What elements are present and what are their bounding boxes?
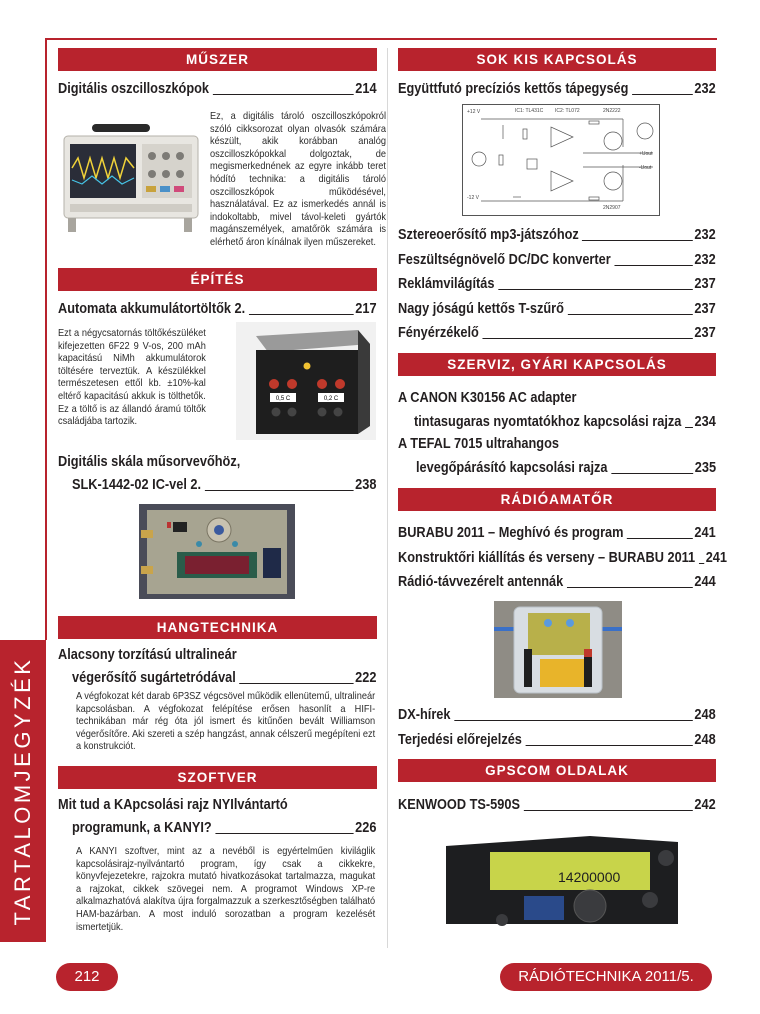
- toc-entry[interactable]: [398, 322, 716, 342]
- toc-entry-title: Együttfutó precíziós kettős tápegység: [398, 81, 629, 97]
- toc-entry-page: 242: [694, 797, 716, 813]
- leader-line: [611, 473, 693, 474]
- toc-entry[interactable]: [58, 298, 377, 318]
- leader-line: [454, 720, 693, 721]
- leader-line: [632, 94, 693, 95]
- schematic-ic2: IC2: TL072: [555, 108, 580, 114]
- toc-entry-title-cont: tintasugaras nyomtatókhoz kapcsolási rajza: [414, 414, 682, 430]
- leader-line: [213, 94, 354, 95]
- toc-entry-title[interactable]: A TEFAL 7015 ultrahangos: [398, 436, 559, 452]
- toc-entry[interactable]: [398, 249, 716, 269]
- schematic-uout-plus: +Uout: [639, 151, 653, 157]
- leader-line: [627, 538, 693, 539]
- schematic-uout-minus: -Uout: [639, 165, 652, 171]
- schematic-vminus: -12 V: [467, 195, 479, 201]
- section-banner-radioamator: RÁDIÓAMATŐR: [398, 488, 716, 511]
- toc-entry-title[interactable]: Digitális skála műsorvevőhöz,: [58, 454, 241, 470]
- section-banner-hangtechnika: HANGTECHNIKA: [58, 616, 377, 639]
- toc-entry[interactable]: [398, 273, 716, 293]
- sidebar-label: TARTALOMJEGYZÉK: [10, 656, 35, 926]
- toc-entry-page: 232: [694, 227, 716, 243]
- charger-label-02c: 0,2 C: [323, 396, 339, 402]
- toc-entry-title: Fényérzékelő: [398, 325, 479, 341]
- toc-entry-title: DX-hírek: [398, 707, 451, 723]
- toc-entry[interactable]: [398, 794, 716, 814]
- toc-entry-page: 217: [355, 301, 377, 317]
- leader-line: [249, 314, 354, 315]
- toc-entry-title: Digitális oszcilloszkópok: [58, 81, 210, 97]
- schematic-t2: 2N2907: [603, 205, 621, 211]
- toc-entry-title: Terjedési előrejelzés: [398, 732, 522, 748]
- leader-line: [239, 683, 353, 684]
- toc-entry-page: 222: [355, 670, 377, 686]
- toc-entry-page: 248: [694, 707, 716, 723]
- toc-entry[interactable]: [72, 817, 376, 837]
- leader-line: [523, 810, 692, 811]
- toc-entry[interactable]: [398, 704, 716, 724]
- toc-entry-page: 237: [694, 301, 716, 317]
- section-banner-muszer: MŰSZER: [58, 48, 377, 71]
- toc-entry-title-cont: SLK-1442-02 IC-vel 2.: [72, 477, 202, 493]
- schematic-vplus: +12 V: [467, 109, 481, 115]
- toc-entry-title: Konstruktőri kiállítás és verseny – BURABU 2011: [398, 550, 696, 566]
- leader-line: [482, 338, 692, 339]
- column-divider: [387, 48, 388, 948]
- toc-entry[interactable]: [72, 667, 376, 687]
- toc-entry[interactable]: [414, 411, 716, 431]
- toc-entry-title[interactable]: Mit tud a KApcsolási rajz NYIlvántartó: [58, 797, 288, 813]
- toc-entry-page: 248: [694, 732, 716, 748]
- page-frame-left-rule: [45, 38, 47, 640]
- leader-line: [685, 427, 693, 428]
- toc-entry-title[interactable]: A CANON K30156 AC adapter: [398, 390, 577, 406]
- toc-entry-page: 235: [694, 460, 717, 476]
- toc-entry[interactable]: [398, 78, 716, 98]
- toc-entry-title: Sztereoerősítő mp3-játszóhoz: [398, 227, 579, 243]
- section-banner-szerviz: SZERVIZ, GYÁRI KAPCSOLÁS: [398, 353, 716, 376]
- section-banner-szoftver: SZOFTVER: [58, 766, 377, 789]
- toc-entry-title: Automata akkumulátortöltők 2.: [58, 301, 246, 317]
- toc-entry[interactable]: [58, 78, 377, 98]
- toc-entry[interactable]: [398, 522, 716, 542]
- toc-entry-title: Nagy jóságú kettős T-szűrő: [398, 301, 564, 317]
- schematic-diagram: [462, 104, 660, 216]
- leader-line: [567, 314, 692, 315]
- toc-entry-page: 232: [694, 252, 716, 268]
- article-summary: Ezt a négycsatornás töltőkészüléket kifejezetten 6F22 9 V-os, 200 mAh kapacitású NiMh akkumulátorok töltésére terveztük. A készülékkel természetesen ettől kb. ±10%-kal eltérő kapacitású akkuk is tölthetők. Ez a töltő is az állandó áramú töltők családjába tartozik.: [58, 327, 206, 428]
- page-frame-top-rule: [45, 38, 717, 40]
- antenna-controller-photo: [494, 601, 622, 698]
- leader-line: [699, 563, 704, 564]
- pcb-photo: [139, 504, 295, 599]
- publication-badge: RÁDIÓTECHNIKA 2011/5.: [500, 963, 712, 991]
- oscilloscope-photo: [58, 118, 200, 256]
- toc-entry-title-cont: programunk, a KANYI?: [72, 820, 212, 836]
- section-banner-epites: ÉPÍTÉS: [58, 268, 377, 291]
- toc-entry[interactable]: [398, 571, 716, 591]
- article-summary: Ez, a digitális tároló oszcilloszkópokról szóló cikksorozat olyan olvasók számára készült, akik korábban analóg oszcilloszkópokkal dolgoztak, de megismerkednének az egyre inkább teret hódító technika: a digitális tároló oszcilloszkópok működésével, használatával. Ez az ismerkedés annál is indokoltabb, mivel távol-keleti gyártók magánszemélyek, amatőrök számára is elérhető áron kínálnak ilyen műszereket.: [210, 110, 386, 248]
- leader-line: [498, 289, 693, 290]
- toc-entry[interactable]: [398, 547, 728, 567]
- toc-entry-title-cont: levegőpárásító kapcsolási rajza: [416, 460, 608, 476]
- toc-entry-page: 234: [694, 414, 716, 430]
- toc-entry[interactable]: [398, 298, 716, 318]
- charger-photo: [236, 322, 376, 440]
- toc-entry-title-cont: végerősítő sugártetródával: [72, 670, 236, 686]
- leader-line: [525, 745, 692, 746]
- toc-entry[interactable]: [398, 224, 716, 244]
- toc-entry-page: 237: [694, 276, 716, 292]
- leader-line: [205, 490, 354, 491]
- toc-entry-page: 241: [705, 550, 728, 566]
- schematic-t1: 2N2222: [603, 108, 621, 114]
- toc-entry-title[interactable]: Alacsony torzítású ultralineár: [58, 647, 237, 663]
- toc-entry-page: 244: [694, 574, 716, 590]
- toc-entry[interactable]: [72, 474, 376, 494]
- toc-entry-page: 226: [355, 820, 377, 836]
- toc-entry-page: 232: [694, 81, 716, 97]
- toc-entry[interactable]: [398, 729, 716, 749]
- toc-entry-title: Feszültségnövelő DC/DC konverter: [398, 252, 611, 268]
- toc-entry-page: 241: [694, 525, 716, 541]
- section-banner-sok-kis-kapcsolas: SOK KIS KAPCSOLÁS: [398, 48, 716, 71]
- article-summary: A végfokozat két darab 6P3SZ végcsövel működik ellenütemű, ultralineár kapcsolásban. A végfokozat felépítése erősen hasonlít a HIFI-technikában már rég óta jól ismert és kitűnően bevált Williamson végerősítőre. Aki szereti a szép hangzást, annak célszerű megépíteni ezt a konstrukciót.: [76, 690, 376, 753]
- section-banner-gpscom: GPSCOM OLDALAK: [398, 759, 716, 782]
- toc-entry-page: 238: [355, 477, 377, 493]
- transceiver-photo: [440, 826, 680, 934]
- leader-line: [567, 587, 693, 588]
- toc-entry-title: KENWOOD TS-590S: [398, 797, 520, 813]
- leader-line: [215, 833, 353, 834]
- article-summary: A KANYI szoftver, mint az a nevéből is egyértelműen kiviláglik kapcsolásirajz-nyilvántartó program, így csak a cikkekre, könyvfejezetekre, rajzokra mutató hivatkozásokat tartalmazza, magukat a rajzokat, cikkek szövegei nem. A programot Windows XP-re alkalmazhatóvá alakítva újra forgalmazzuk a szerkesztőségben található HAM-bazárban. A most induló sorozatban a program kezelését ismertetjük.: [76, 845, 376, 933]
- toc-entry-title: BURABU 2011 – Meghívó és program: [398, 525, 624, 541]
- radio-frequency-display: 14200000: [558, 869, 621, 885]
- schematic-ic1: IC1: TL431C: [515, 108, 544, 114]
- toc-entry-title: Reklámvilágítás: [398, 276, 495, 292]
- toc-entry[interactable]: [416, 457, 716, 477]
- charger-label-05c: 0,5 C: [275, 396, 291, 402]
- page-number-badge: 212: [56, 963, 118, 991]
- toc-entry-page: 214: [355, 81, 377, 97]
- toc-entry-page: 237: [694, 325, 716, 341]
- leader-line: [582, 240, 692, 241]
- toc-entry-title: Rádió-távvezérelt antennák: [398, 574, 564, 590]
- leader-line: [614, 265, 692, 266]
